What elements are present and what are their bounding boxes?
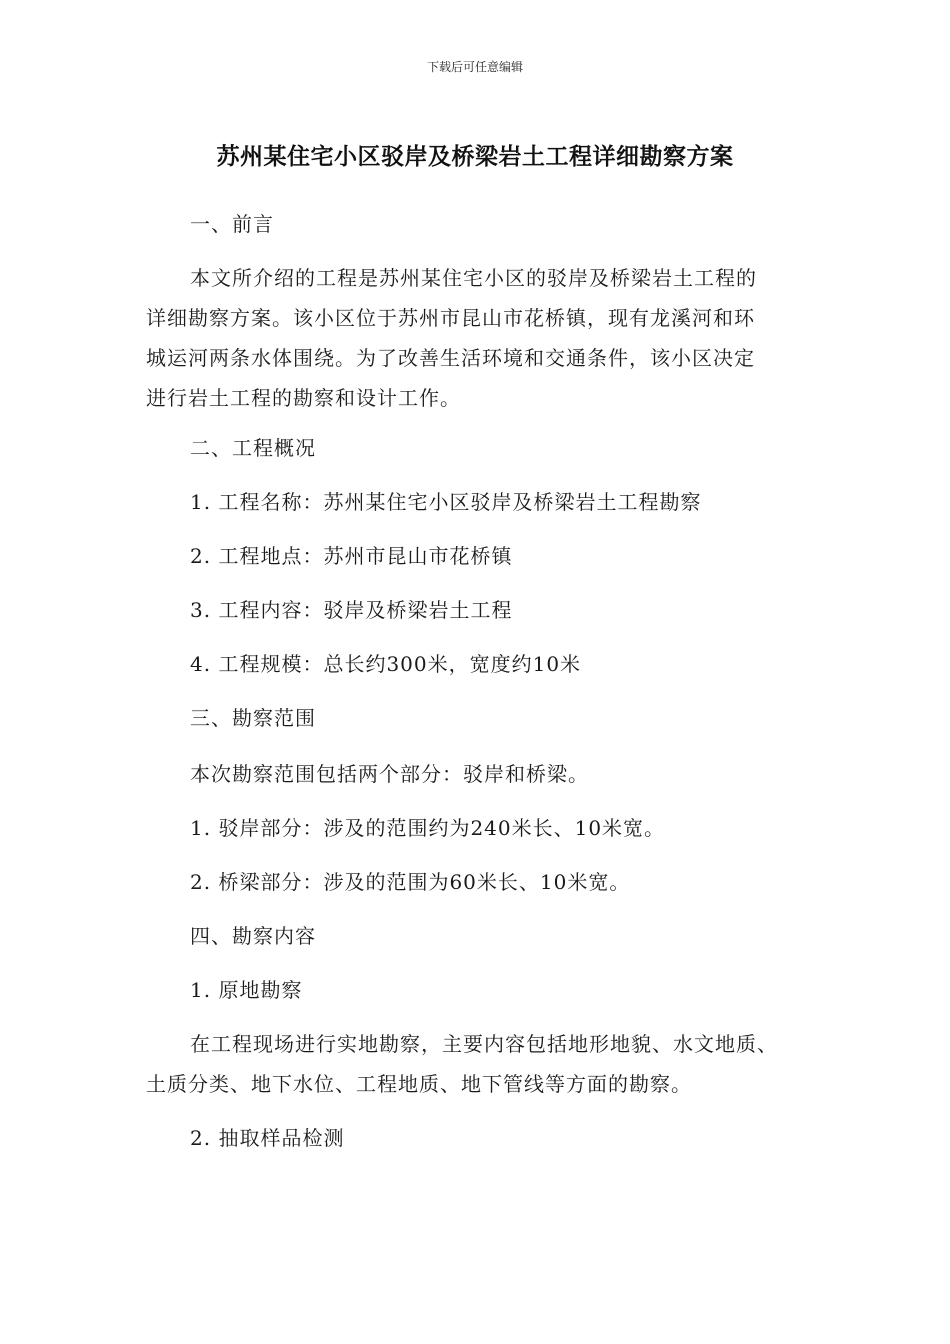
section-heading-overview: 二、工程概况 xyxy=(190,436,316,460)
intro-line: 进行岩土工程的勘察和设计工作。 xyxy=(146,386,461,410)
scope-item: 2. 桥梁部分：涉及的范围为60米长、10米宽。 xyxy=(190,870,631,894)
overview-item: 3. 工程内容：驳岸及桥梁岩土工程 xyxy=(190,598,513,622)
content-item-heading: 1. 原地勘察 xyxy=(190,978,303,1002)
site-survey-paragraph xyxy=(146,1024,816,1104)
intro-line: 详细勘察方案。该小区位于苏州市昆山市花桥镇，现有龙溪河和环 xyxy=(146,306,755,330)
scope-item: 1. 驳岸部分：涉及的范围约为240米长、10米宽。 xyxy=(190,816,666,840)
overview-item: 2. 工程地点：苏州市昆山市花桥镇 xyxy=(190,544,513,568)
site-survey-line: 在工程现场进行实地勘察，主要内容包括地形地貌、水文地质、 xyxy=(190,1032,778,1056)
section-heading-preface: 一、前言 xyxy=(190,212,274,236)
header-note: 下载后可任意编辑 xyxy=(426,60,523,74)
intro-line: 城运河两条水体围绕。为了改善生活环境和交通条件，该小区决定 xyxy=(146,346,755,370)
section-heading-content: 四、勘察内容 xyxy=(190,924,316,948)
section-heading-scope: 三、勘察范围 xyxy=(190,706,316,730)
overview-item: 4. 工程规模：总长约300米，宽度约10米 xyxy=(190,652,582,676)
intro-line: 本文所介绍的工程是苏州某住宅小区的驳岸及桥梁岩土工程的 xyxy=(190,266,757,290)
site-survey-line: 土质分类、地下水位、工程地质、地下管线等方面的勘察。 xyxy=(146,1072,692,1096)
document-title: 苏州某住宅小区驳岸及桥梁岩土工程详细勘察方案 xyxy=(216,144,734,170)
overview-item: 1. 工程名称：苏州某住宅小区驳岸及桥梁岩土工程勘察 xyxy=(190,490,702,514)
content-item-heading: 2. 抽取样品检测 xyxy=(190,1126,345,1150)
scope-intro: 本次勘察范围包括两个部分：驳岸和桥梁。 xyxy=(190,762,589,786)
intro-paragraph xyxy=(146,258,816,418)
